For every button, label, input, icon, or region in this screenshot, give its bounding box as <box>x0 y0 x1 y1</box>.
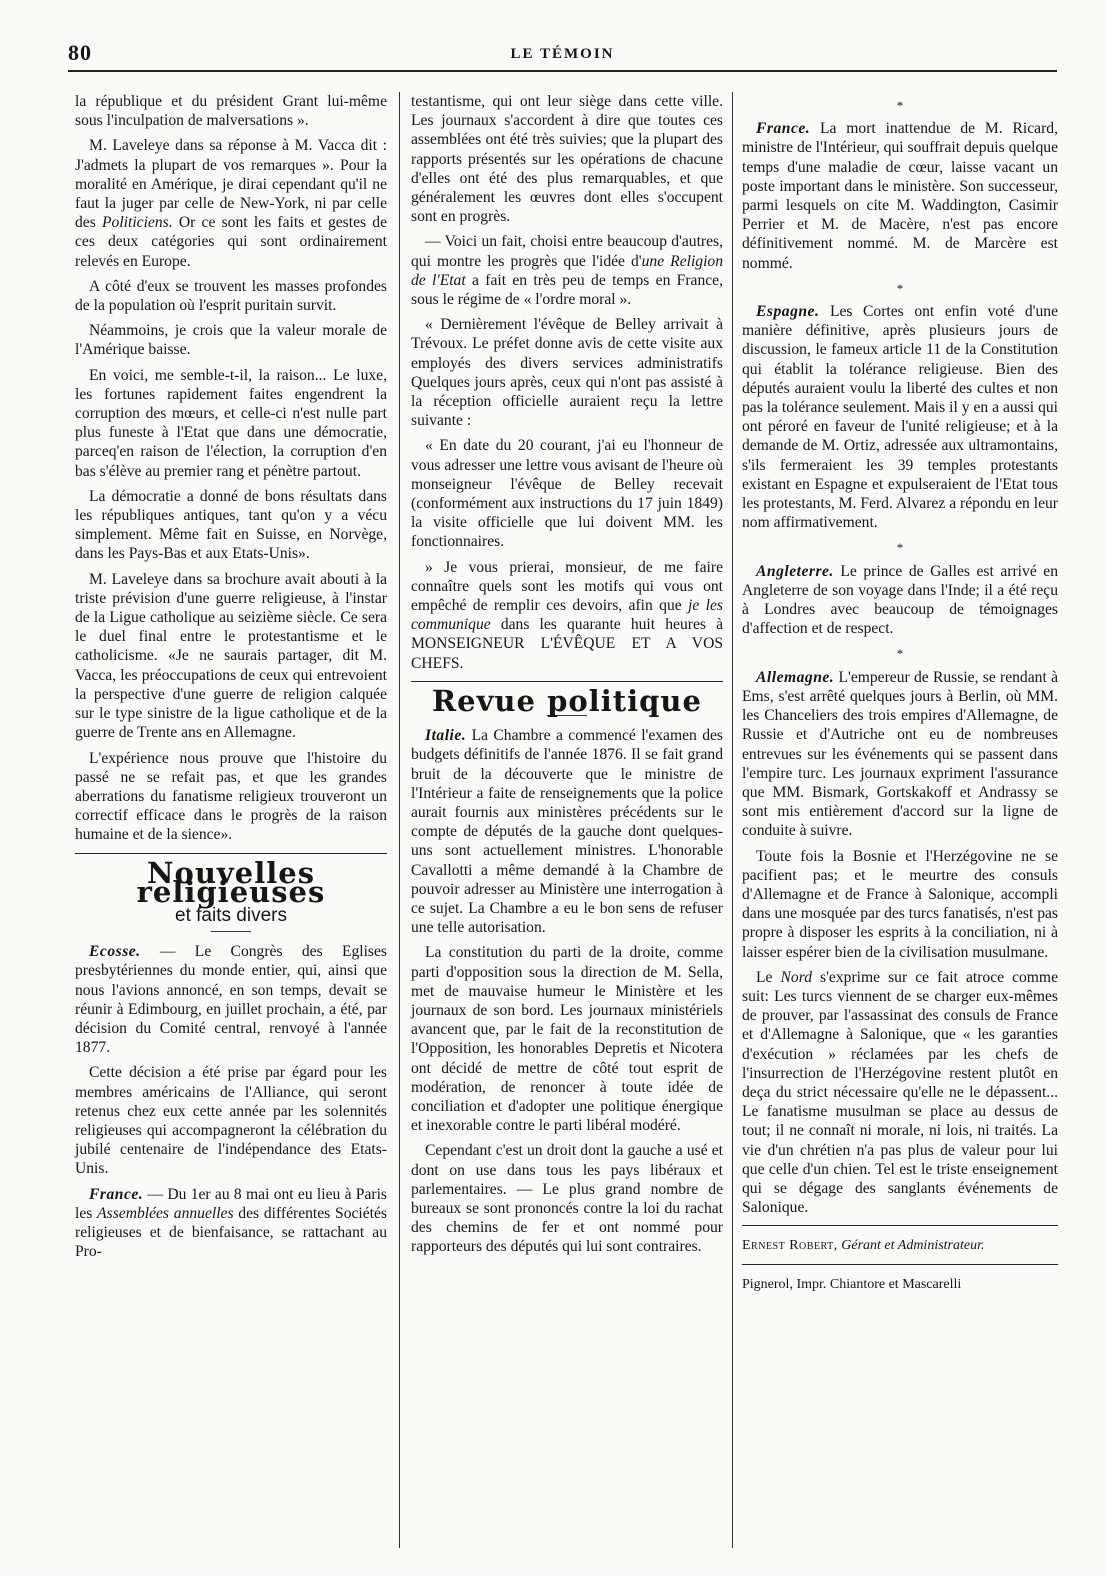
paragraph <box>411 315 723 430</box>
country-keyword: Allemagne. <box>756 668 835 686</box>
paragraph-text: A côté d'eux se trouvent les masses profondes de la population où l'esprit puritain survit. <box>75 277 387 315</box>
separator-star: * <box>896 98 904 113</box>
paragraph-text: s'exprime sur ce fait atroce comme suit: Les turcs viennent de se charger eux-mêmes de prouver, par l'assassinat des consuls de France et d'Allemagne à Salonique, que « les garanties d'exécution » réclamées par les chefs de l'insurrection de l'Herzégovine restent plutôt en deça du strict nécessaire qu'elle ne le dépassent... Le fanatisme musulman se place au dessus de tout; il ne connaît ni morale, ni lois, ni traités. La vie d'un chrétien n'a pas plus de valeur pour lui que celle d'un chien. Tel est le triste enseignement qui se dégage des sanglants événements de Salonique. <box>742 968 1058 1217</box>
paragraph <box>75 277 387 315</box>
printer-imprint: Pignerol, Impr. Chiantore et Mascarelli <box>742 1276 962 1292</box>
paragraph-text: » Je vous prierai, monsieur, de me faire connaître quels sont les motifs qui vous ont empêché de remplir ces devoirs, afin que <box>411 558 723 615</box>
italic-text: Politiciens. <box>102 214 173 232</box>
paragraph <box>742 119 1058 273</box>
paragraph-text: En voici, me semble-t-il, la raison... Le luxe, les fortunes rapidement faites engendrent la corruption des mœurs, et celle-ci n'est nulle part plus funeste à l'Etat que dans une démocratie, parceq'en raison de l'élection, la corruption d'en bas s'élève au premier rang et pénètre partout. <box>75 366 387 480</box>
paragraph <box>75 570 387 743</box>
paragraph-text: La Chambre a commencé l'examen des budgets définitifs de l'année 1876. Il se fait grand bruit de la découverte que le ministre de l'Intérieur a faite de renseignements que la police aurait fournis aux ministères précédents sur le compte de députés de la gauche dont quelques-uns sont actuellement ministres. L'honorable Cavallotti a même demandé à la Chambre de pouvoir adresser au Ministère une interrogation à ce sujet. La Chambre a eu le bon sens de refuser une telle autorisation. <box>411 727 723 937</box>
column-2 <box>411 92 723 1263</box>
paragraph <box>75 942 387 1057</box>
manager-name: Ernest Robert, <box>742 1238 838 1254</box>
section-rule <box>742 1225 1058 1226</box>
paragraph-text: — Du 1er au 8 mai ont eu lieu à Paris les <box>75 1185 387 1222</box>
paragraph <box>75 1185 387 1262</box>
paragraph <box>75 749 387 845</box>
paragraph-text: — Voici un fait, choisi entre beaucoup d'autres, qui montre les progrès que l'idée d' <box>411 233 723 270</box>
paragraph <box>411 943 723 1135</box>
section-title-revue: Revue politique <box>432 683 702 718</box>
paragraph-text: L'expérience nous prouve que l'histoire du passé ne se refait pas, et que les grandes aberrations du fanatisme religieux trouveront un correctif efficace dans le progrès de la raison humaine et de la sience». <box>75 749 387 844</box>
paragraph-text: Cette décision a été prise par égard pour les membres américains de l'Alliance, qui seront retenus chez eux cette année par les solennités religieuses qui accompagneront la célébration du jubilé centenaire de l'indépendance des Etats-Unis. <box>75 1064 387 1178</box>
paragraph <box>411 1141 723 1256</box>
paragraph-text: La mort inattendue de M. Ricard, ministre de l'Intérieur, qui souffrait depuis quelque temps d'une maladie de cœur, laisse vacant un poste important dans le ministère. Son successeur, parmi lesquels on cite M. Waddington, Casimir Perrier et M. de Macère, n'est pas encore définitivement nommé. M. de Marcère est nommé. <box>742 120 1058 272</box>
paragraph-text: Cependant c'est un droit dont la gauche a usé et dont on use dans tous les pays libéraux et parlementaires. — Le plus grand nombre de bureaux se sont prononcés contre la loi du rachat des chemins de fer et ont nommé pour rapporteurs des députés qui lui sont contraires. <box>411 1142 723 1256</box>
paragraph <box>75 92 387 130</box>
section-rule <box>742 1264 1058 1265</box>
country-keyword: Italie. <box>425 727 467 745</box>
paragraph-text: la république et du président Grant lui-même sous l'inculpation de malversations ». <box>75 93 387 130</box>
paragraph-text: M. Laveleye dans sa brochure avait abouti à la triste prévision d'une guerre religieuse, à l'instar de la Ligue catholique au seizième siècle. Ce sera le duel final entre le protestantisme et le catholicisme. «Je ne saurais partager, dit M. Vacca, les préoccupations de ceux qui entrevoient la perspective d'une guerre de religion calquée sur le type sinistre de la ligue catholique et de la guerre de Trente ans en Allemagne. <box>75 570 387 742</box>
paragraph <box>742 562 1058 639</box>
column-divider <box>732 92 733 1548</box>
italic-text: je les communique <box>411 597 723 634</box>
paragraph <box>742 968 1058 1218</box>
paragraph <box>742 302 1058 532</box>
paragraph-text: La constitution du parti de la droite, comme parti d'opposition sous la direction de M. Sella, met de mauvaise humeur le Ministère et les journaux de son bord. Les journaux ministériels avancent que, par le fait de la reconstitution de l'Opposition, les honorables Depretis et Nicotera ont décidé de mettre de côté tout esprit de modération, de renoncer à toute idée de conciliation et d'adopter une politique énergique et inexorable contre le parti libéral modéré. <box>411 944 723 1135</box>
newspaper-title: LE TÉMOIN <box>510 46 615 62</box>
paragraph <box>411 436 723 551</box>
section-title-nouvelles: Nouvelles religieuses <box>136 855 326 909</box>
paragraph-text: a fait en très peu de temps en France, sous le régime de « l'ordre moral ». <box>411 271 724 309</box>
country-keyword: Espagne. <box>756 303 820 321</box>
paragraph-text: M. Laveleye dans sa réponse à M. Vacca dit : J'admets la plupart de vos remarques ». Pour la moralité en Amérique, je dirai cependant qu'il ne faut la juger par celle de New-York, ni par celle des <box>75 137 387 232</box>
country-keyword: Angleterre. <box>756 562 834 580</box>
section-rule <box>411 681 723 682</box>
italic-text: Nord <box>780 968 812 986</box>
paragraph-text: Toute fois la Bosnie et l'Herzégovine ne se pacifient pas; et le meurtre des consuls d'Allemagne et de France à Salonique, accompli dans une mosquée par des turcs fanatisés, n'est pas propre à disposer les esprits à la conciliation, ni à laisser espérer bien de la civilisation musulmane. <box>742 847 1058 961</box>
paragraph-text: « Dernièrement l'évêque de Belley arrivait à Trévoux. Le préfet donne avis de cette visite aux employés des divers services administratifs Quelques jours après, ceux qui n'ont pas assisté à la réception officielle auraient reçu la lettre suivante : <box>411 316 723 430</box>
separator-star: * <box>896 646 904 662</box>
paragraph-text: Le prince de Galles est arrivé en Angleterre de son voyage dans l'Inde; il a été reçu à Londres avec beaucoup de témoignages d'affection et de respect. <box>742 562 1058 638</box>
paragraph <box>75 136 387 270</box>
page-header <box>68 40 1057 68</box>
manager-role: Gérant et Administrateur. <box>837 1238 985 1254</box>
paragraph <box>75 487 387 564</box>
paragraph <box>411 558 723 673</box>
italic-text: une Religion de l'Etat <box>411 252 724 289</box>
separator-star: * <box>896 280 904 296</box>
paragraph-text: des différentes Sociétés religieuses et de bienfaisance, se rattachant au Pro- <box>75 1204 387 1261</box>
paragraph <box>411 232 723 309</box>
paragraph-text: Or ce sont les faits et gestes de ces deux catégories qui sont ordinairement relevés en Europe. <box>75 214 388 270</box>
column-3 <box>742 92 1058 1294</box>
paragraph <box>411 92 723 226</box>
paragraph <box>75 321 387 359</box>
short-rule <box>211 931 251 932</box>
paragraph <box>411 726 723 937</box>
separator-star: * <box>896 540 904 556</box>
paragraph-text: « En date du 20 courant, j'ai eu l'honneur de vous adresser une lettre vous avisant de l'heure où monseigneur l'évêque de Belley recevait (conformément aux instructions du 17 juin 1849) la visite officielle que lui doivent MM. les fonctionnaires. <box>411 437 723 551</box>
section-subtitle: et faits divers <box>175 904 287 926</box>
paragraph <box>742 847 1058 962</box>
country-keyword: France. <box>756 120 811 138</box>
paragraph-text: — Le Congrès des Eglises presbytériennes du monde entier, qui, ainsi que nous l'avions annoncé, en son temps, devait se réunir à Edimbourg, en juillet prochain, a été, par décision du Comité central, renvoyé à l'année 1877. <box>75 943 387 1057</box>
paragraph-text: Le <box>756 968 781 986</box>
column-divider <box>399 92 400 1548</box>
paragraph <box>75 1063 387 1178</box>
paragraph-text: dans les quarante huit heures à MONSEIGNEUR L'ÉVÊQUE ET A VOS CHEFS. <box>411 616 723 672</box>
italic-text: Assemblées annuelles <box>97 1204 234 1222</box>
paragraph-text: L'empereur de Russie, se rendant à Ems, s'est arrêté quelques jours à Berlin, où MM. les Chanceliers des trois empires d'Allemagne, de Russie et d'Autriche ont eu de nombreuses entrevues sur les événements qui se passent dans l'empire turc. Les journaux expriment l'assurance que MM. Bismark, Gortskakoff et Andrassy se sont mis entièrement d'accord sur la ligne de conduite à suivre. <box>742 668 1058 840</box>
header-rule <box>68 70 1057 72</box>
paragraph-text: testantisme, qui ont leur siège dans cette ville. Les journaux s'accordent à dire que toutes ces assemblées ont été très suivies; que la plupart des rapports présentés sur les opérations de chacune d'elles ont été des plus remarquables, et que généralement les œuvres dont elles s'occupent sont en progrès. <box>411 93 723 226</box>
paragraph-text: Les Cortes ont enfin voté d'une manière définitive, après plusieurs jours de discussion, le fameux article 11 de la Constitution qui établit la tolérance religieuse. Bien des députés auraient voulu la liberté des cultes et non pas la tolérance seulement. Mais il y en a aussi qui ont péroré en faveur de l'unité religieuse; et à la demande de M. Ortiz, adressée aux ultramontains, s'ils fermeraient les 39 temples protestants existant en Espagne et expulseraient de l'Etat tous les protestants, M. Ferd. Alvarez a répondu en leur nom affirmativement. <box>742 303 1058 532</box>
paragraph-text: La démocratie a donné de bons résultats dans les républiques antiques, tant qu'on y a vécu simplement. Même fait en Suisse, en Norvège, dans les Pays-Bas et aux Etats-Unis». <box>75 487 387 563</box>
country-keyword: Ecosse. <box>89 943 141 961</box>
paragraph-text: Néammoins, je crois que la valeur morale de l'Amérique baisse. <box>75 322 387 359</box>
page-number: 80 <box>68 40 92 65</box>
country-keyword: France. <box>89 1185 144 1203</box>
signature-line <box>742 1236 1058 1255</box>
paragraph <box>75 366 387 481</box>
column-1 <box>75 92 387 1267</box>
paragraph <box>742 668 1058 841</box>
section-rule <box>75 853 387 854</box>
